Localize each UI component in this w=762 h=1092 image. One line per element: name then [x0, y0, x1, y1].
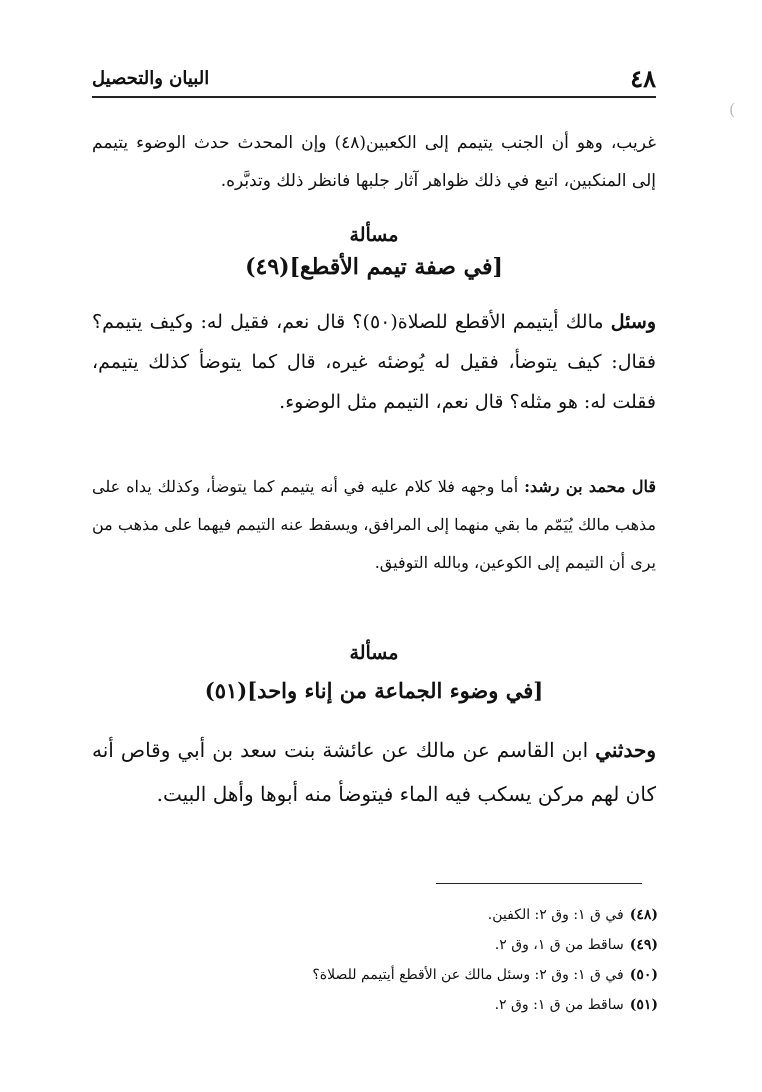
- footnote-text: ساقط من ق ١، وق ٢.: [494, 937, 624, 953]
- section2-subheading: [في وضوء الجماعة من إناء واحد](٥١): [204, 678, 544, 703]
- section1-commentary: [92, 468, 656, 582]
- section2-lead-word: وحدثني: [595, 738, 656, 762]
- footnote-text: في ق ١: وق ٢: وسئل مالك عن الأقطع أيتيمم للصلاة؟: [312, 967, 624, 983]
- footnote-item: [92, 930, 658, 960]
- commentary-text: أما وجهه فلا كلام عليه في أنه يتيمم كما يتوضأ، وكذلك يداه على مذهب مالك يُيَمّم ما بقي منهما إلى المرافق، ويسقط عنه التيمم فيهما على مذهب من يرى أن التيمم إلى الكوعين، وبالله التوفيق.: [92, 477, 656, 572]
- book-title: البيان والتحصيل: [92, 68, 210, 89]
- section1-lead-word: وسئل: [610, 311, 656, 333]
- running-header: [92, 62, 656, 96]
- section1-text: مالك أيتيمم الأقطع للصلاة(٥٠)؟ قال نعم، فقيل له: وكيف يتيمم؟ فقال: كيف يتوضأ، فقيل له يُوضئه غيره، قال كما يتوضأ كذلك يتيمم، فقلت له: هو مثله؟ قال نعم، التيمم مثل الوضوء.: [92, 311, 656, 413]
- footnote-text: ساقط من ق ١: وق ٢.: [494, 997, 624, 1013]
- commentary-lead: قال محمد بن رشد:: [524, 477, 657, 496]
- section1-paragraph: [92, 302, 656, 422]
- footnote-item: [92, 990, 658, 1020]
- footnote-item: [92, 900, 658, 930]
- footnote-rule: [436, 883, 642, 884]
- paragraph-intro: غريب، وهو أن الجنب يتيمم إلى الكعبين(٤٨) وإن المحدث حدث الوضوء يتيمم إلى المنكبين، اتبع في ذلك ظواهر آثار جلبها فانظر ذلك وتدبَّره.: [92, 133, 656, 191]
- footnote-number: (٤٩): [629, 937, 658, 953]
- footnote-item: [92, 960, 658, 990]
- footnote-text: في ق ١: وق ٢: الكفين.: [487, 907, 624, 923]
- scan-mark: ): [729, 100, 736, 119]
- section2-paragraph: [92, 728, 656, 816]
- footnote-number: (٥١): [629, 997, 658, 1013]
- footnotes: [92, 900, 658, 1020]
- section1-heading: مسألة: [349, 224, 399, 246]
- section2-heading: مسألة: [349, 642, 399, 664]
- section1-subheading: [في صفة تيمم الأقطع](٤٩): [245, 254, 503, 280]
- section2-text: ابن القاسم عن مالك عن عائشة بنت سعد بن أبي وقاص أنه كان لهم مركن يسكب فيه الماء فيتوضأ منه أبوها وأهل البيت.: [92, 738, 656, 806]
- footnote-number: (٤٨): [629, 907, 658, 923]
- header-rule: [92, 96, 656, 98]
- page-number: ٤٨: [630, 64, 656, 93]
- footnote-number: (٥٠): [629, 967, 658, 983]
